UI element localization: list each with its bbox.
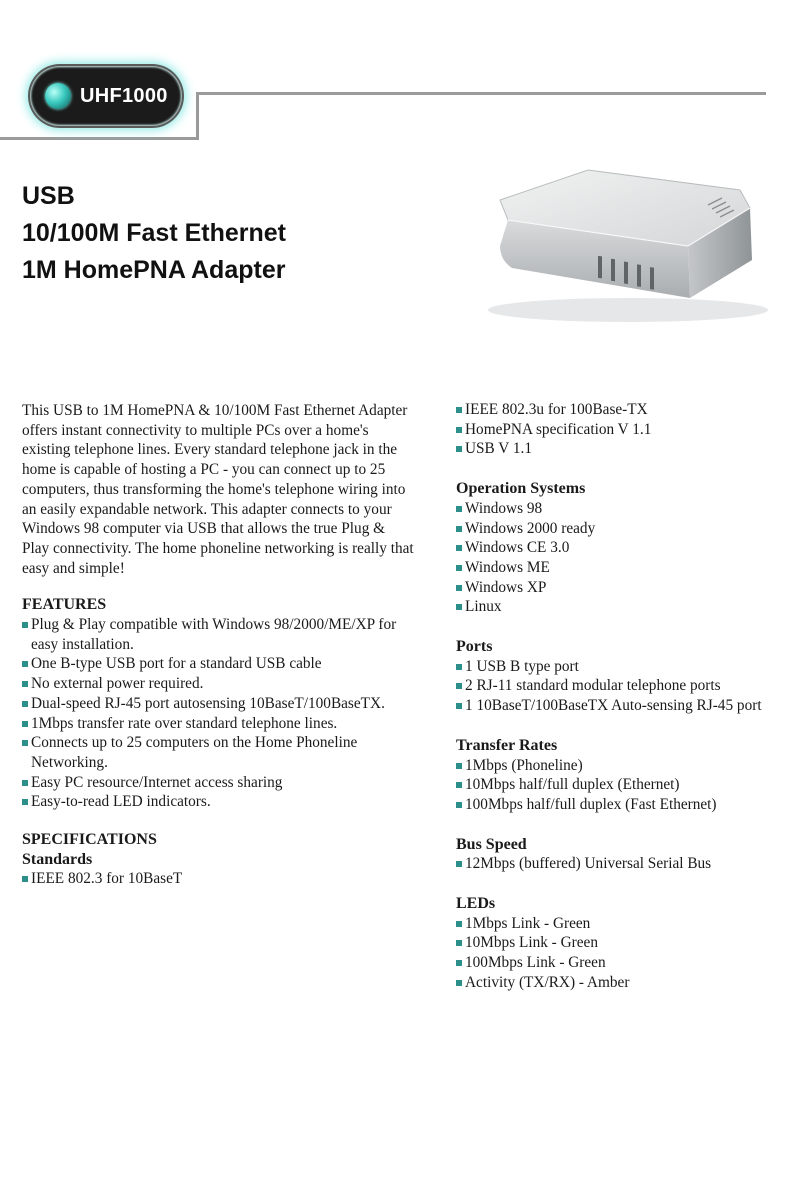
bullet-square-icon (456, 565, 462, 571)
header-rule-vertical (196, 92, 199, 140)
bullet-square-icon (456, 782, 462, 788)
list-item: Windows ME (456, 558, 806, 578)
list-item: 1Mbps transfer rate over standard telephone lines. (22, 714, 414, 734)
bullet-square-icon (456, 960, 462, 966)
bullet-square-icon (456, 585, 462, 591)
list-item: 1Mbps (Phoneline) (456, 756, 806, 776)
bullet-square-icon (22, 661, 28, 667)
list-item: Activity (TX/RX) - Amber (456, 973, 806, 993)
bullet-square-icon (22, 701, 28, 707)
bullet-square-icon (22, 740, 28, 746)
bullet-square-icon (456, 506, 462, 512)
list-item: 10Mbps half/full duplex (Ethernet) (456, 775, 806, 795)
left-column (22, 401, 414, 889)
title-line-1: USB (22, 182, 75, 210)
bullet-square-icon (456, 683, 462, 689)
product-title (22, 178, 286, 289)
features-heading: FEATURES (22, 596, 107, 614)
transfer-rates-heading: Transfer Rates (456, 736, 558, 754)
bus-speed-heading: Bus Speed (456, 835, 527, 853)
bullet-square-icon (456, 407, 462, 413)
list-item: 1Mbps Link - Green (456, 914, 806, 934)
operation-systems-heading: Operation Systems (456, 480, 586, 498)
bus-speed-list (456, 854, 806, 874)
bullet-square-icon (456, 526, 462, 532)
list-item: 12Mbps (buffered) Universal Serial Bus (456, 854, 806, 874)
list-item: Windows 98 (456, 499, 806, 519)
bullet-square-icon (22, 799, 28, 805)
intro-paragraph: This USB to 1M HomePNA & 10/100M Fast Ethernet Adapter offers instant connectivity to multiple PCs over a home's existing telephone lines. Every standard telephone jack in the home is capable of hosting a PC - you can connect up to 25 computers, thus transforming the home's telephone wiring into an easily expandable network. This adapter connects to your Windows 98 computer via USB that allows the true Plug & Play connectivity. The home phoneline networking is really that easy and simple! (22, 402, 414, 577)
list-item: 1 USB B type port (456, 657, 806, 677)
list-item: IEEE 802.3 for 10BaseT (22, 869, 414, 889)
standards-heading: Standards (22, 850, 93, 868)
list-item: Connects up to 25 computers on the Home Phoneline Networking. (22, 733, 414, 772)
bullet-square-icon (22, 780, 28, 786)
bullet-square-icon (456, 921, 462, 927)
badge-dot-icon (45, 83, 71, 109)
leds-list (456, 914, 806, 993)
list-item: One B-type USB port for a standard USB cable (22, 654, 414, 674)
list-item: Linux (456, 597, 806, 617)
bullet-square-icon (456, 664, 462, 670)
list-item: No external power required. (22, 674, 414, 694)
right-column (456, 400, 806, 993)
leds-heading: LEDs (456, 895, 496, 913)
ports-list (456, 657, 806, 716)
bullet-square-icon (22, 721, 28, 727)
transfer-rates-list (456, 756, 806, 815)
bullet-square-icon (456, 861, 462, 867)
title-line-2: 10/100M Fast Ethernet (22, 219, 286, 247)
standards-list-right (456, 400, 806, 459)
list-item: 10Mbps Link - Green (456, 933, 806, 953)
standards-list-left (22, 869, 414, 889)
list-item: Plug & Play compatible with Windows 98/2000/ME/XP for easy installation. (22, 615, 414, 654)
bullet-square-icon (456, 604, 462, 610)
bullet-square-icon (456, 545, 462, 551)
bullet-square-icon (456, 703, 462, 709)
bullet-square-icon (456, 446, 462, 452)
list-item: 100Mbps Link - Green (456, 953, 806, 973)
list-item: Easy-to-read LED indicators. (22, 792, 414, 812)
list-item: Windows XP (456, 578, 806, 598)
operation-systems-list (456, 499, 806, 617)
title-line-3: 1M HomePNA Adapter (22, 256, 286, 284)
header-rule-top (196, 92, 766, 95)
bullet-square-icon (456, 940, 462, 946)
specifications-heading: SPECIFICATIONS (22, 831, 157, 849)
header-rule-bottom (0, 137, 199, 140)
list-item: Easy PC resource/Internet access sharing (22, 773, 414, 793)
bullet-square-icon (456, 427, 462, 433)
list-item: Windows 2000 ready (456, 519, 806, 539)
bullet-square-icon (456, 980, 462, 986)
bullet-square-icon (456, 802, 462, 808)
bullet-square-icon (22, 876, 28, 882)
bullet-square-icon (22, 622, 28, 628)
model-name: UHF1000 (80, 84, 168, 107)
list-item: 2 RJ-11 standard modular telephone ports (456, 676, 806, 696)
list-item: Dual-speed RJ-45 port autosensing 10BaseT/100BaseTX. (22, 694, 414, 714)
list-item: IEEE 802.3u for 100Base-TX (456, 400, 806, 420)
bullet-square-icon (22, 681, 28, 687)
ports-heading: Ports (456, 638, 493, 656)
model-badge (30, 66, 182, 126)
list-item: 1 10BaseT/100BaseTX Auto-sensing RJ-45 port (456, 696, 806, 716)
list-item: HomePNA specification V 1.1 (456, 420, 806, 440)
features-list (22, 615, 414, 812)
product-photo (478, 160, 768, 340)
list-item: 100Mbps half/full duplex (Fast Ethernet) (456, 795, 806, 815)
list-item: Windows CE 3.0 (456, 538, 806, 558)
list-item: USB V 1.1 (456, 439, 806, 459)
bullet-square-icon (456, 763, 462, 769)
